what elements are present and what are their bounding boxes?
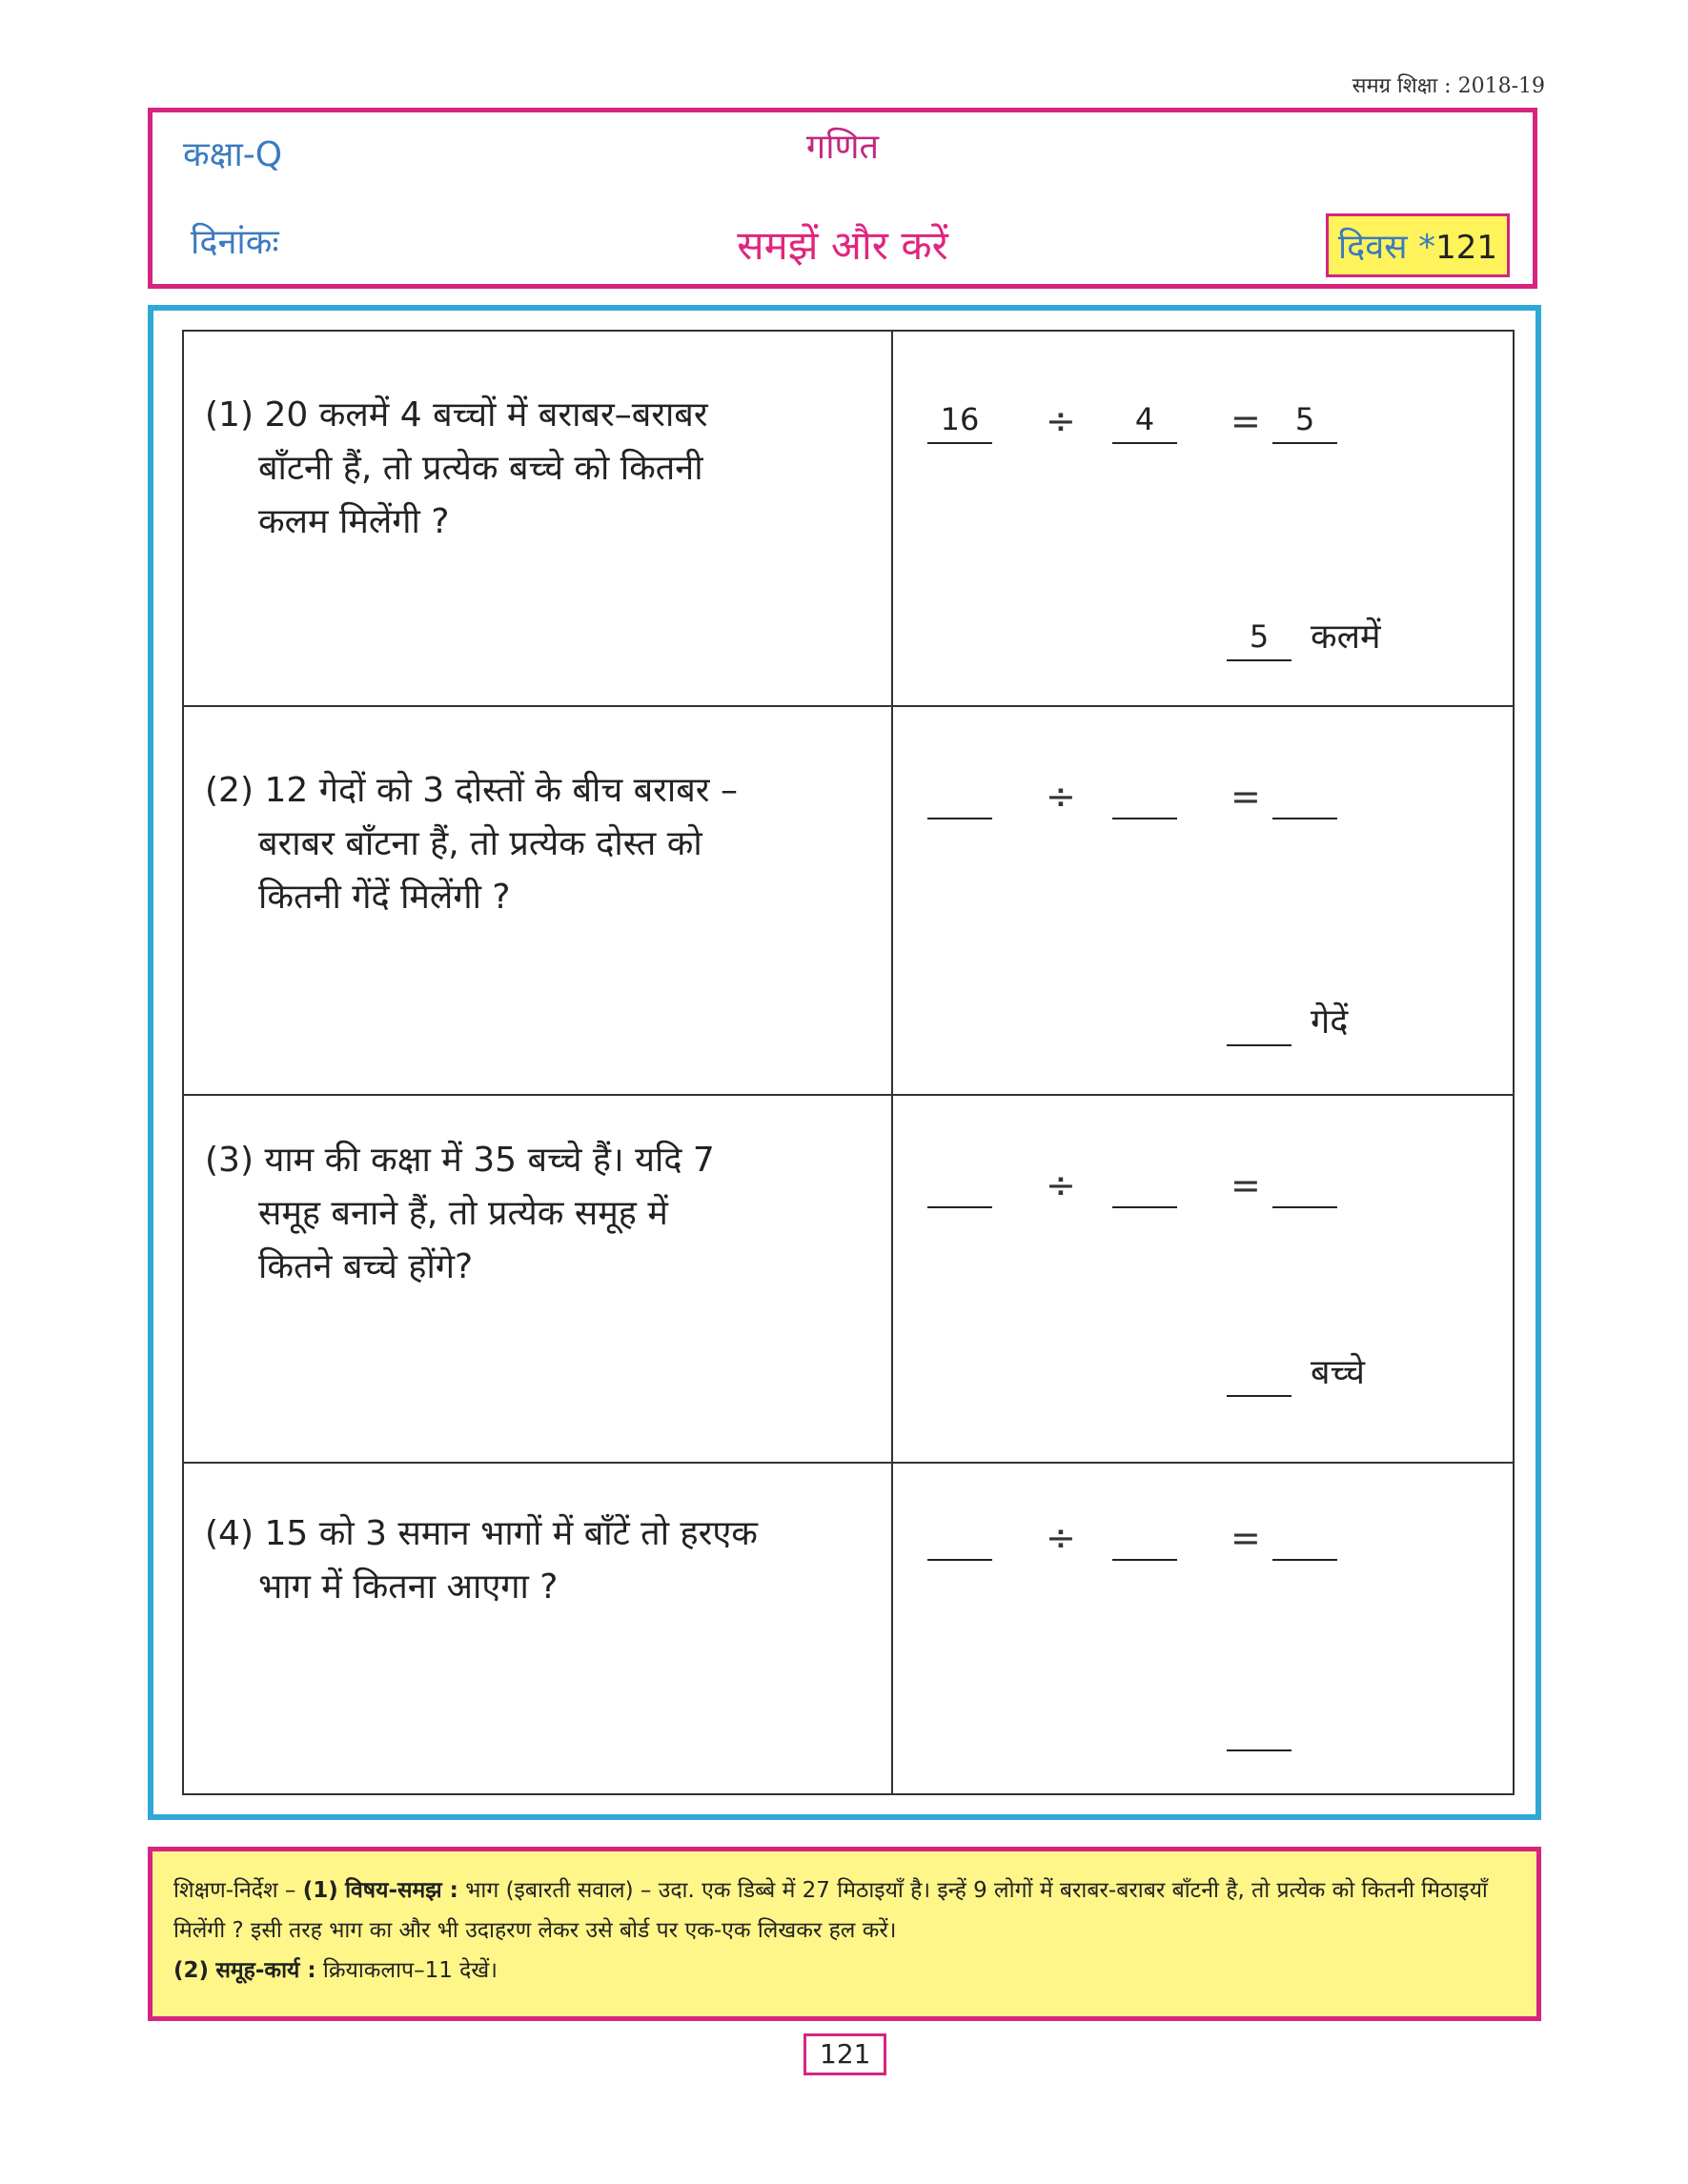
question-number: (2) <box>205 771 254 810</box>
divisor-blank[interactable] <box>1112 776 1177 819</box>
question-line: समूह बनाने हैं, तो प्रत्येक समूह में <box>258 1194 668 1233</box>
division-equation <box>927 1517 1366 1574</box>
question-cell <box>183 331 892 706</box>
question-line: 15 को 3 समान भागों में बाँटें तो हरएक <box>264 1514 758 1553</box>
question-line: भाग में कितना आएगा ? <box>258 1567 559 1607</box>
question-text <box>205 389 863 549</box>
question-cell <box>183 1463 892 1794</box>
equals-sign: = <box>1230 400 1261 442</box>
answer-unit: कलमें <box>1311 617 1381 657</box>
note-lead: शिक्षण-निर्देश – <box>173 1878 296 1903</box>
answer-cell <box>892 706 1514 1095</box>
class-label: कक्षा-Q <box>183 135 283 174</box>
note-point-text: क्रियाकलाप–11 देखें। <box>322 1958 498 1983</box>
note-point-text: भाग (इबारती सवाल) – उदा. एक डिब्बे में 27 मिठाइयाँ है। इन्हें 9 लोगों में बराबर-बराबर बाँटनी है, तो प्रत्येक को कितनी मिठाइयाँ मिलेंगी ? इसी तरह भाग का और भी उदाहरण लेकर उसे बोर्ड पर एक-एक लिखकर हल करें। <box>173 1878 1488 1943</box>
question-number: (4) <box>205 1514 254 1553</box>
question-row <box>183 1095 1514 1463</box>
question-cell <box>183 706 892 1095</box>
worksheet-box <box>148 305 1541 1820</box>
answer-cell <box>892 331 1514 706</box>
question-cell <box>183 1095 892 1463</box>
answer-blank[interactable]: 5 <box>1227 617 1291 661</box>
quotient-blank[interactable] <box>1272 1517 1337 1561</box>
day-label: दिवस * <box>1337 228 1436 267</box>
dividend-blank[interactable] <box>927 1517 992 1561</box>
teaching-note <box>148 1847 1541 2021</box>
subject-title: गणित <box>805 128 880 167</box>
question-line: कितनी गेंदें मिलेंगी ? <box>258 878 511 917</box>
dividend-blank[interactable] <box>927 776 992 819</box>
note-point-title: विषय-समझ : <box>345 1878 458 1903</box>
divide-sign: ÷ <box>1046 1517 1076 1559</box>
answer-unit: गेदें <box>1311 1002 1349 1041</box>
note-point-label: (1) <box>302 1878 338 1903</box>
day-badge <box>1326 213 1510 277</box>
equals-sign: = <box>1230 776 1261 818</box>
answer-blank[interactable] <box>1227 1708 1291 1751</box>
dividend-blank[interactable]: 16 <box>927 400 992 444</box>
answer-blank[interactable] <box>1227 1353 1291 1397</box>
answer-unit: बच्चे <box>1311 1353 1365 1392</box>
question-line: बाँटनी हैं, तो प्रत्येक बच्चे को कितनी <box>258 449 703 488</box>
day-number: 121 <box>1435 229 1497 267</box>
question-text <box>205 1507 863 1614</box>
session-label: समग्र शिक्षा : 2018-19 <box>1352 74 1545 98</box>
division-equation <box>927 1164 1366 1222</box>
question-row <box>183 1463 1514 1794</box>
divisor-blank[interactable] <box>1112 1517 1177 1561</box>
answer-blank[interactable] <box>1227 1002 1291 1046</box>
equals-sign: = <box>1230 1517 1261 1559</box>
answer-line <box>1227 1353 1398 1401</box>
note-point-label: (2) <box>173 1958 210 1983</box>
quotient-blank[interactable] <box>1272 1164 1337 1208</box>
answer-cell <box>892 1095 1514 1463</box>
question-line: 20 कलमें 4 बच्चों में बराबर–बराबर <box>264 395 708 435</box>
divide-sign: ÷ <box>1046 400 1076 442</box>
divide-sign: ÷ <box>1046 776 1076 818</box>
divisor-blank[interactable] <box>1112 1164 1177 1208</box>
question-line: याम की कक्षा में 35 बच्चे हैं। यदि 7 <box>264 1141 715 1180</box>
equals-sign: = <box>1230 1164 1261 1206</box>
question-line: बराबर बाँटना हैं, तो प्रत्येक दोस्त को <box>258 824 702 863</box>
question-line: 12 गेदों को 3 दोस्तों के बीच बराबर – <box>264 771 738 810</box>
header-box <box>148 108 1537 289</box>
answer-line <box>1227 617 1398 665</box>
question-text <box>205 1134 863 1294</box>
page-number: 121 <box>803 2033 886 2075</box>
question-number: (1) <box>205 395 254 435</box>
divisor-blank[interactable]: 4 <box>1112 400 1177 444</box>
answer-line <box>1227 1002 1398 1050</box>
division-equation <box>927 400 1366 457</box>
quotient-blank[interactable]: 5 <box>1272 400 1337 444</box>
question-row <box>183 706 1514 1095</box>
page-heading: समझें और करें <box>737 222 948 269</box>
answer-line <box>1227 1708 1398 1755</box>
question-text <box>205 764 863 924</box>
division-equation <box>927 776 1366 833</box>
answer-cell <box>892 1463 1514 1794</box>
question-row <box>183 331 1514 706</box>
question-line: कितने बच्चे होंगे? <box>258 1247 474 1286</box>
date-label: दिनांकः <box>191 223 279 262</box>
quotient-blank[interactable] <box>1272 776 1337 819</box>
note-point-title: समूह-कार्य : <box>215 1958 316 1983</box>
question-table <box>182 330 1515 1795</box>
dividend-blank[interactable] <box>927 1164 992 1208</box>
question-number: (3) <box>205 1141 254 1180</box>
divide-sign: ÷ <box>1046 1164 1076 1206</box>
question-line: कलम मिलेंगी ? <box>258 502 450 541</box>
